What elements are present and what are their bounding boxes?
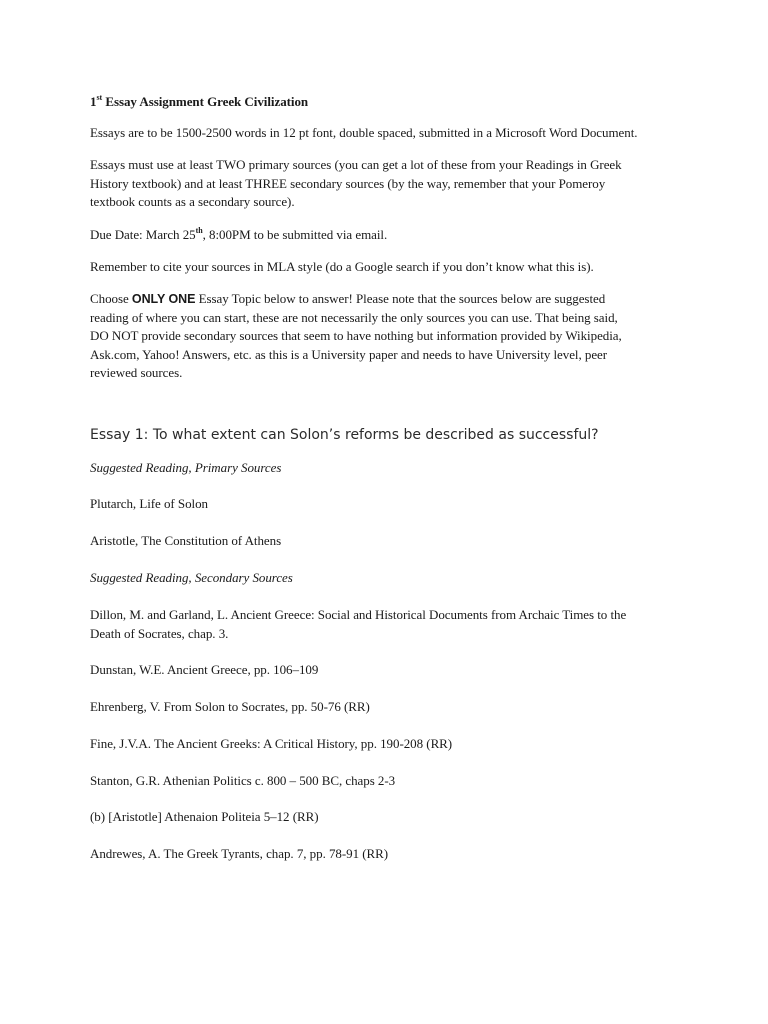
sources-requirement	[90, 156, 690, 212]
secondary-source-item: Fine, J.V.A. The Ancient Greeks: A Critical History, pp. 190-208 (RR)	[90, 736, 453, 751]
secondary-sources-heading: Suggested Reading, Secondary Sources	[90, 570, 293, 585]
secondary-source-item: Andrewes, A. The Greek Tyrants, chap. 7, pp. 78-91 (RR)	[90, 846, 389, 861]
sources-line: History textbook) and at least THREE secondary sources (by the way, remember that your Pomeroy	[90, 175, 606, 191]
due-date-ordinal: th	[195, 226, 203, 235]
primary-source-item: Plutarch, Life of Solon	[90, 496, 208, 511]
instructions-line: DO NOT provide secondary sources that seem to have nothing but information provided by Wikipedia,	[90, 328, 622, 343]
sources-line: textbook counts as a secondary source).	[90, 194, 295, 209]
citation-note: Remember to cite your sources in MLA style (do a Google search if you don’t know what this is).	[90, 259, 594, 274]
secondary-source-item: Stanton, G.R. Athenian Politics c. 800 – 500 BC, chaps 2-3	[90, 773, 396, 788]
document-title	[90, 93, 690, 112]
primary-source-item: Aristotle, The Constitution of Athens	[90, 533, 282, 548]
secondary-source-item: Dunstan, W.E. Ancient Greece, pp. 106–109	[90, 662, 319, 677]
secondary-source-line: Death of Socrates, chap. 3.	[90, 625, 229, 641]
only-one-emphasis: ONLY ONE	[131, 292, 196, 306]
essay-1-heading: Essay 1: To what extent can Solon’s reforms be described as successful?	[90, 427, 599, 443]
title-ordinal: st	[96, 93, 103, 102]
topic-instructions	[90, 290, 690, 383]
length-requirement: Essays are to be 1500-2500 words in 12 pt font, double spaced, submitted in a Microsoft Word Document.	[90, 125, 638, 140]
instructions-rest: Essay Topic below to answer! Please note that the sources below are suggested	[195, 291, 606, 306]
due-date	[90, 226, 690, 245]
instructions-line: reading of where you can start, these are not necessarily the only sources you can use. That being said,	[90, 309, 618, 325]
secondary-source-item	[90, 606, 690, 643]
instructions-lead: Choose	[90, 291, 132, 306]
secondary-source-line: Dillon, M. and Garland, L. Ancient Greece: Social and Historical Documents from Archaic Times to the	[90, 607, 627, 622]
sources-line: Essays must use at least TWO primary sources (you can get a lot of these from your Readings in Greek	[90, 157, 622, 172]
secondary-source-item: (b) [Aristotle] Athenaion Politeia 5–12 (RR)	[90, 809, 319, 824]
instructions-line: Ask.com, Yahoo! Answers, etc. as this is a University paper and needs to have University level, peer	[90, 346, 608, 362]
title-number: 1	[90, 94, 97, 109]
instructions-line: reviewed sources.	[90, 365, 183, 380]
title-text: Essay Assignment Greek Civilization	[102, 94, 309, 109]
primary-sources-heading: Suggested Reading, Primary Sources	[90, 460, 282, 475]
due-date-detail: , 8:00PM to be submitted via email.	[202, 227, 388, 242]
secondary-source-item: Ehrenberg, V. From Solon to Socrates, pp. 50-76 (RR)	[90, 699, 370, 714]
due-date-label: Due Date: March 25	[90, 227, 196, 242]
instructions-line	[90, 290, 690, 309]
